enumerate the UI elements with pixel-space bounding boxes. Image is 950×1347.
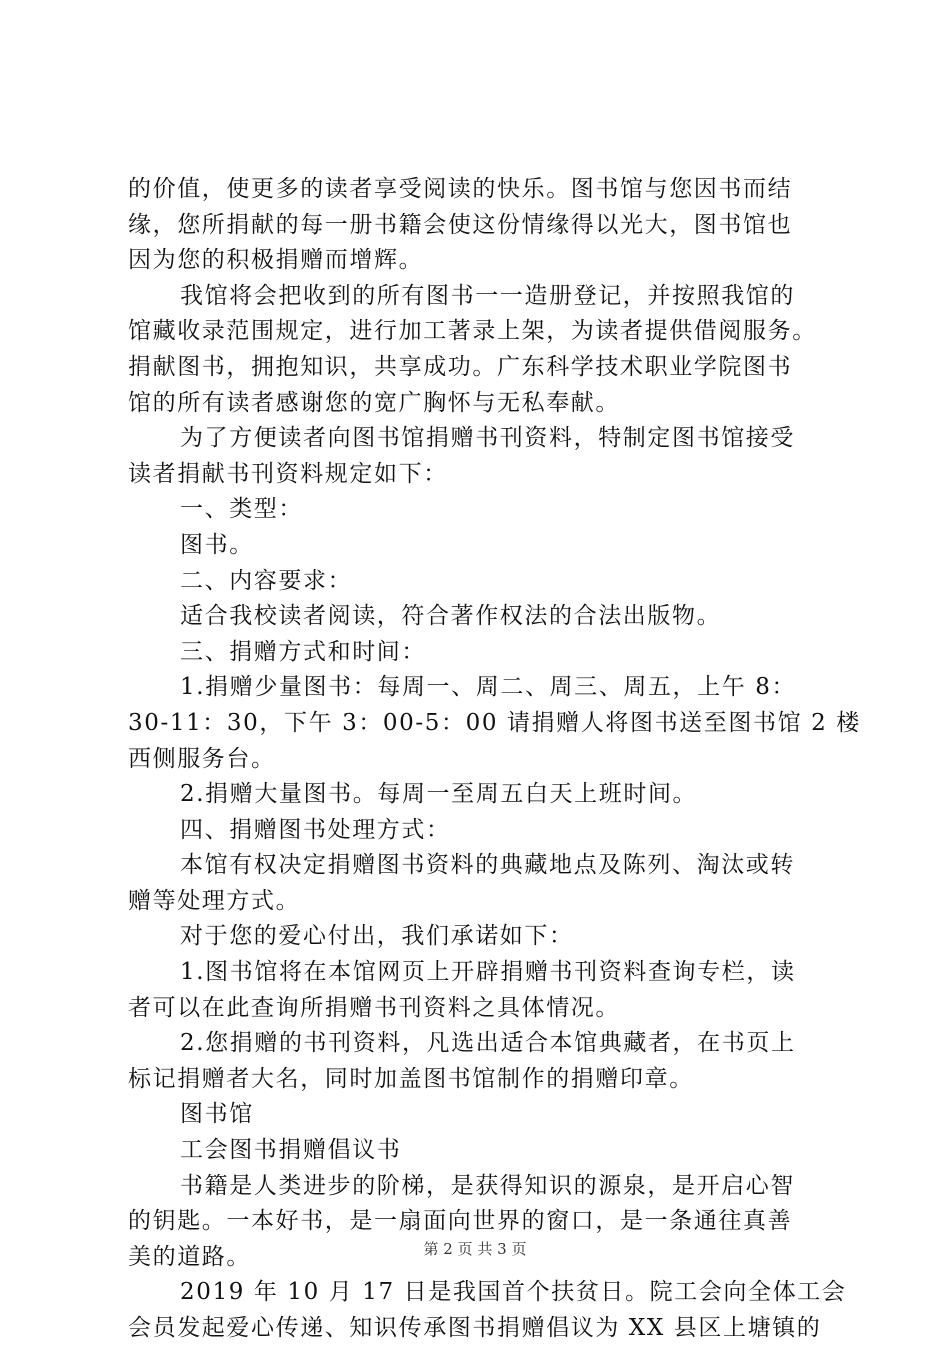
text-line: 馆藏收录范围规定，进行加工著录上架，为读者提供借阅服务。 — [128, 318, 817, 345]
section-heading: 二、内容要求： — [180, 567, 353, 594]
text-line: 赠等处理方式。 — [128, 887, 301, 914]
text-line: 为了方便读者向图书馆捐赠书刊资料，特制定图书馆接受 — [180, 425, 795, 452]
text-line: 2019 年 10 月 17 日是我国首个扶贫日。院工会向全体工会 — [180, 1279, 847, 1306]
document-title: 工会图书捐赠倡议书 — [180, 1137, 402, 1164]
text-line: 30-11：30，下午 3：00-5：00 请捐赠人将图书送至图书馆 2 楼 — [128, 709, 861, 736]
text-line: 缘，您所捐献的每一册书籍会使这份情缘得以光大，图书馆也 — [128, 211, 793, 238]
page-number-footer: 第 2 页 共 3 页 — [423, 1240, 527, 1258]
signature-line: 图书馆 — [180, 1101, 254, 1128]
text-line: 捐献图书，拥抱知识，共享成功。广东科学技术职业学院图书 — [128, 353, 793, 380]
text-line: 馆的所有读者感谢您的宽广胸怀与无私奉献。 — [128, 389, 620, 416]
text-line: 西侧服务台。 — [128, 745, 276, 772]
text-line: 1.捐赠少量图书：每周一、周二、周三、周五，上午 8： — [180, 674, 797, 701]
text-line: 的钥匙。一本好书，是一扇面向世界的窗口，是一条通往真善 — [128, 1208, 793, 1235]
text-line: 的价值，使更多的读者享受阅读的快乐。图书馆与您因书而结 — [128, 176, 793, 202]
text-line: 图书。 — [180, 531, 254, 558]
text-line: 标记捐赠者大名，同时加盖图书馆制作的捐赠印章。 — [128, 1065, 694, 1092]
text-line: 2.捐赠大量图书。每周一至周五白天上班时间。 — [180, 781, 698, 808]
text-line: 适合我校读者阅读，符合著作权法的合法出版物。 — [180, 603, 722, 630]
section-heading: 四、捐赠图书处理方式： — [180, 816, 451, 843]
text-line: 会员发起爱心传递、知识传承图书捐赠倡议为 XX 县区上塘镇的 — [128, 1315, 822, 1341]
text-line: 因为您的积极捐赠而增辉。 — [128, 247, 424, 274]
text-line: 本馆有权决定捐赠图书资料的典藏地点及陈列、淘汰或转 — [180, 852, 795, 879]
document-body — [128, 172, 861, 1347]
text-line: 1.图书馆将在本馆网页上开辟捐赠书刊资料查询专栏，读 — [180, 959, 796, 986]
text-line: 我馆将会把收到的所有图书一一造册登记，并按照我馆的 — [180, 282, 795, 309]
section-heading: 三、捐赠方式和时间： — [180, 638, 426, 665]
text-line: 对于您的爱心付出，我们承诺如下： — [180, 923, 574, 950]
section-heading: 一、类型： — [180, 496, 303, 523]
text-line: 者可以在此查询所捐赠书刊资料之具体情况。 — [128, 994, 620, 1021]
text-line: 书籍是人类进步的阶梯，是获得知识的源泉，是开启心智 — [180, 1172, 795, 1199]
text-line: 2.您捐赠的书刊资料，凡选出适合本馆典藏者，在书页上 — [180, 1030, 796, 1057]
text-line: 美的道路。 — [128, 1243, 251, 1270]
text-line: 读者捐献书刊资料规定如下： — [128, 460, 448, 487]
